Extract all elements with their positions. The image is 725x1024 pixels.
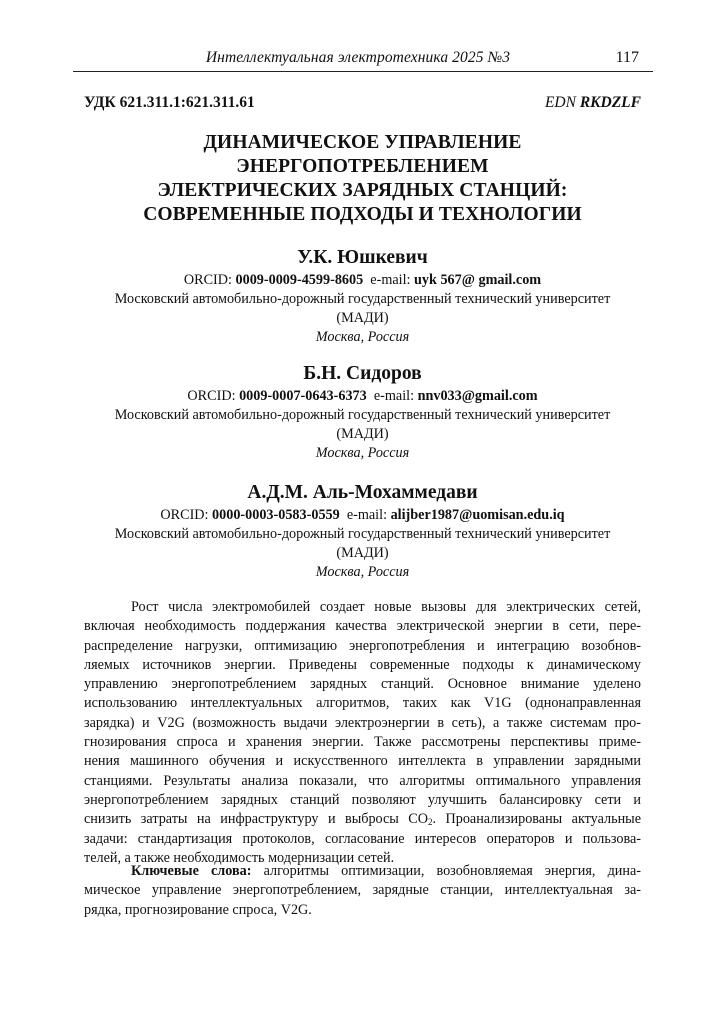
keywords-line (84, 862, 641, 881)
email-value[interactable]: uyk 567@ gmail.com (414, 272, 542, 288)
author-name: А.Д.М. Аль-Мохаммедави (247, 482, 478, 503)
title-line: ЭНЕРГОПОТРЕБЛЕНИЕМ (236, 156, 489, 177)
keywords-line: мическое управление энергопотреблением, зарядные станции, интеллектуальная за- (84, 882, 641, 899)
keywords-text: алгоритмы оптимизации, возобновляемая энергия, дина- (251, 863, 641, 879)
affiliation: Московский автомобильно-дорожный государственный технический университет (114, 407, 611, 423)
abstract-line: телей, а также необходимость модернизации сетей. (84, 849, 395, 866)
author-city: Москва, Россия (315, 564, 410, 580)
edn-label: EDN (544, 94, 576, 111)
running-header (73, 40, 653, 72)
abstract (84, 598, 641, 868)
email-label: e-mail: (346, 507, 388, 523)
abstract-line: энергопотреблением зарядных станций позволяют улучшить балансировку сети и (84, 791, 641, 808)
author-ids (84, 506, 641, 525)
orcid-value[interactable]: 0009-0007-0643-6373 (239, 388, 367, 404)
keywords-line: рядка, прогнозирование спроса, V2G. (84, 901, 312, 918)
author-block (84, 480, 641, 582)
title-line: ДИНАМИЧЕСКОЕ УПРАВЛЕНИЕ (203, 132, 522, 153)
orcid-label: ORCID: (187, 388, 236, 404)
keywords-label: Ключевые слова: (131, 863, 252, 879)
abstract-line-co2 (84, 810, 641, 829)
abstract-line: распределение нагрузки, оптимизацию энергопотребления и интеграцию возобнов- (84, 637, 641, 654)
co2-text: снизить затраты на инфраструктуру и выбросы CO (84, 811, 428, 828)
affiliation-abbr: (МАДИ) (336, 426, 389, 442)
abstract-line: использованию интеллектуальных алгоритмов, таких как V1G (однонаправленная (84, 695, 641, 712)
author-ids (84, 271, 641, 290)
email-label: e-mail: (373, 388, 415, 404)
udk-code: УДК 621.311.1:621.311.61 (84, 94, 255, 111)
abstract-line: включая необходимость поддержания качества электрической энергии в сети, пере- (84, 618, 641, 635)
orcid-value[interactable]: 0000-0003-0583-0559 (212, 507, 340, 523)
email-value[interactable]: nnv033@gmail.com (417, 388, 538, 404)
author-city: Москва, Россия (315, 329, 410, 345)
page-number: 117 (615, 49, 639, 66)
edn-identifier (545, 94, 641, 112)
co2-subscript: 2 (427, 817, 433, 828)
orcid-label: ORCID: (183, 272, 232, 288)
author-name: У.К. Юшкевич (297, 247, 428, 268)
affiliation: Московский автомобильно-дорожный государственный технический университет (114, 291, 611, 307)
journal-title: Интеллектуальная электротехника 2025 №3 (205, 49, 511, 66)
abstract-line: задачи: стандартизация протоколов, согласование интересов операторов и пользова- (84, 830, 641, 847)
author-city: Москва, Россия (315, 445, 410, 461)
article-meta (84, 94, 641, 116)
orcid-value[interactable]: 0009-0009-4599-8605 (235, 272, 364, 288)
email-label: e-mail: (370, 272, 411, 288)
affiliation-abbr: (МАДИ) (336, 310, 389, 326)
article-title (84, 131, 641, 227)
abstract-line: нения машинного обучения и искусственного интеллекта в управлении зарядными (84, 753, 641, 770)
author-block (84, 245, 641, 347)
email-value[interactable]: alijber1987@uomisan.edu.iq (390, 507, 565, 523)
abstract-line: зарядка) и V2G (возможность выдачи электроэнергии в сеть), а также системам про- (84, 714, 641, 731)
co2-line-tail: . Проанализированы актуальные (432, 811, 641, 828)
affiliation-abbr: (МАДИ) (336, 545, 389, 561)
author-block (84, 361, 641, 463)
keywords (84, 862, 641, 920)
edn-code: RKDZLF (579, 94, 641, 111)
abstract-line: ляемых источников энергии. Приведены современные подходы к динамическому (84, 656, 641, 673)
orcid-label: ORCID: (160, 507, 209, 523)
title-line: ЭЛЕКТРИЧЕСКИХ ЗАРЯДНЫХ СТАНЦИЙ: (157, 180, 568, 201)
author-ids (84, 387, 641, 406)
abstract-line: Рост числа электромобилей создает новые вызовы для электрических сетей, (131, 599, 641, 615)
affiliation: Московский автомобильно-дорожный государственный технический университет (114, 526, 611, 542)
title-line: СОВРЕМЕННЫЕ ПОДХОДЫ И ТЕХНОЛОГИИ (143, 204, 582, 225)
author-name: Б.Н. Сидоров (303, 363, 422, 384)
abstract-line: управлению энергопотреблением зарядных станций. Основное внимание уделено (84, 676, 641, 693)
abstract-line: гнозирования спроса и хранения энергии. Также рассмотрены перспективы приме- (84, 734, 641, 751)
abstract-line: станциями. Результаты анализа показали, что алгоритмы оптимального управления (84, 772, 641, 789)
